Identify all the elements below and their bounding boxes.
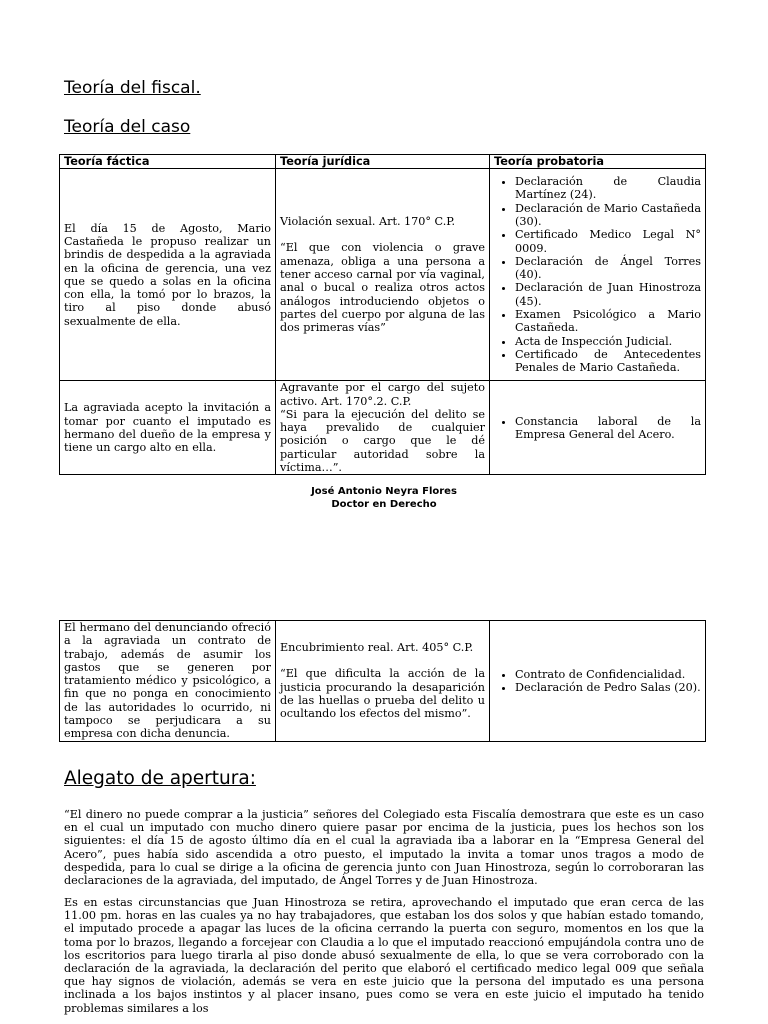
list-item: • Constancia laboral de la Empresa General del Acero. xyxy=(515,415,701,442)
case-theory-table-continued xyxy=(59,620,706,742)
factual-theory-text: El hermano del denunciando ofreció a la agraviada un contrato de trabajo, además de asumir los gastos que se generen por tratamiento médico y psicológico, a fin que no ponga en conocimiento de las autoridades lo ocurrido, ni tampoco se perjudicara a su empresa con dicha denuncia. xyxy=(64,621,271,741)
legal-article: Agravante por el cargo del sujeto activo. Art. 170°.2. C.P. xyxy=(280,381,485,408)
list-item: • Certificado Medico Legal N° 0009. xyxy=(515,228,701,255)
factual-theory-text: La agraviada acepto la invitación a tomar por cuanto el imputado es hermano del dueño de la empresa y tiene un cargo alto en ella. xyxy=(64,401,271,455)
legal-theory-cell xyxy=(276,381,490,475)
opening-paragraph-2: Es en estas circunstancias que Juan Hinostroza se retira, aprovechando el imputado que eran cerca de las 11.00 pm. horas en las cuales ya no hay trabajadores, que estaban los dos solos y que habían estado tomando, el imputado procede a apagar las luces de la oficina cerrando la puerta con seguro, momentos en los que la toma por lo brazos, llegando a forcejear con Claudia a lo que el imputado reaccionó empujándola contra uno de los escritorios para luego tirarla al piso donde abusó sexualmente de ella, lo que se vera corroborado con la declaración de la agraviada, la declaración del perito que elaboró el certificado medico legal 009 que señala que hay signos de violación, además se vera en este juicio que la persona del imputado es una persona inclinada a los bajos instintos y al placer insano, pues como se vera en este juicio el imputado ha tenido problemas similares a los xyxy=(64,896,704,1015)
table-header-row xyxy=(60,155,706,169)
legal-theory-cell xyxy=(276,169,490,381)
column-header-evidence: Teoría probatoria xyxy=(490,155,706,169)
list-item: • Declaración de Juan Hinostroza (45). xyxy=(515,281,701,308)
legal-quote: “El que con violencia o grave amenaza, obliga a una persona a tener acceso carnal por vía vaginal, anal o bucal o realiza otros actos análogos introduciendo objetos o partes del cuerpo por alguna de las dos primeras vías” xyxy=(280,241,485,335)
table-row xyxy=(60,169,706,381)
factual-theory-cell xyxy=(60,621,276,742)
factual-theory-cell xyxy=(60,381,276,475)
list-item: • Acta de Inspección Judicial. xyxy=(515,335,701,348)
legal-quote: “Si para la ejecución del delito se haya prevalido de cualquier posición o cargo que le dé particular autoridad sobre la víctima…”. xyxy=(280,407,485,475)
factual-theory-cell xyxy=(60,169,276,381)
section-heading-case-theory: Teoría del caso xyxy=(64,117,191,137)
evidence-list xyxy=(494,668,701,695)
list-item: • Declaración de Ángel Torres (40). xyxy=(515,255,701,282)
evidence-theory-cell xyxy=(490,621,706,742)
list-item: • Contrato de Confidencialidad. xyxy=(515,668,701,681)
evidence-list xyxy=(494,175,701,374)
signature-title: Doctor en Derecho xyxy=(331,499,437,510)
legal-article: Encubrimiento real. Art. 405° C.P. xyxy=(280,641,474,655)
evidence-theory-cell xyxy=(490,381,706,475)
section-heading-opening-statement: Alegato de apertura: xyxy=(64,768,256,789)
column-header-factual: Teoría fáctica xyxy=(60,155,276,169)
list-item: • Declaración de Claudia Martínez (24). xyxy=(515,175,701,202)
legal-theory-cell xyxy=(276,621,490,742)
list-item: • Certificado de Antecedentes Penales de Mario Castañeda. xyxy=(515,348,701,375)
factual-theory-text: El día 15 de Agosto, Mario Castañeda le propuso realizar un brindis de despedida a la agraviada en la oficina de gerencia, una vez que se quedo a solas en la oficina con ella, la tomó por lo brazos, la tiro al piso donde abusó sexualmente de ella. xyxy=(64,221,271,328)
legal-article: Violación sexual. Art. 170° C.P. xyxy=(280,215,456,229)
table-row xyxy=(60,381,706,475)
table-row xyxy=(60,621,706,742)
evidence-theory-cell xyxy=(490,169,706,381)
list-item: • Declaración de Mario Castañeda (30). xyxy=(515,202,701,229)
section-heading-fiscal-theory: Teoría del fiscal. xyxy=(64,78,201,98)
list-item: • Declaración de Pedro Salas (20). xyxy=(515,681,701,694)
opening-paragraph-1: “El dinero no puede comprar a la justicia” señores del Colegiado esta Fiscalía demostrara que este es un caso en el cual un imputado con mucho dinero quiere pasar por encima de la justicia, pues los hechos son los siguientes: el día 15 de agosto último día en el cual la agraviada iba a laborar en la “Empresa General del Acero”, pues había sido ascendida a otro puesto, el imputado la invita a tomar unos tragos a modo de despedida, para lo cual se dirige a la oficina de gerencia junto con Juan Hinostroza, según lo corroboraran las declaraciones de la agraviada, del imputado, de Ángel Torres y de Juan Hinostroza. xyxy=(64,808,704,888)
list-item: • Examen Psicológico a Mario Castañeda. xyxy=(515,308,701,335)
signature-name: José Antonio Neyra Flores xyxy=(311,486,457,497)
case-theory-table xyxy=(59,154,706,475)
legal-quote: “El que dificulta la acción de la justicia procurando la desaparición de las huellas o prueba del delito u ocultando los efectos del mismo”. xyxy=(280,667,485,721)
column-header-legal: Teoría jurídica xyxy=(276,155,490,169)
evidence-list xyxy=(494,415,701,442)
